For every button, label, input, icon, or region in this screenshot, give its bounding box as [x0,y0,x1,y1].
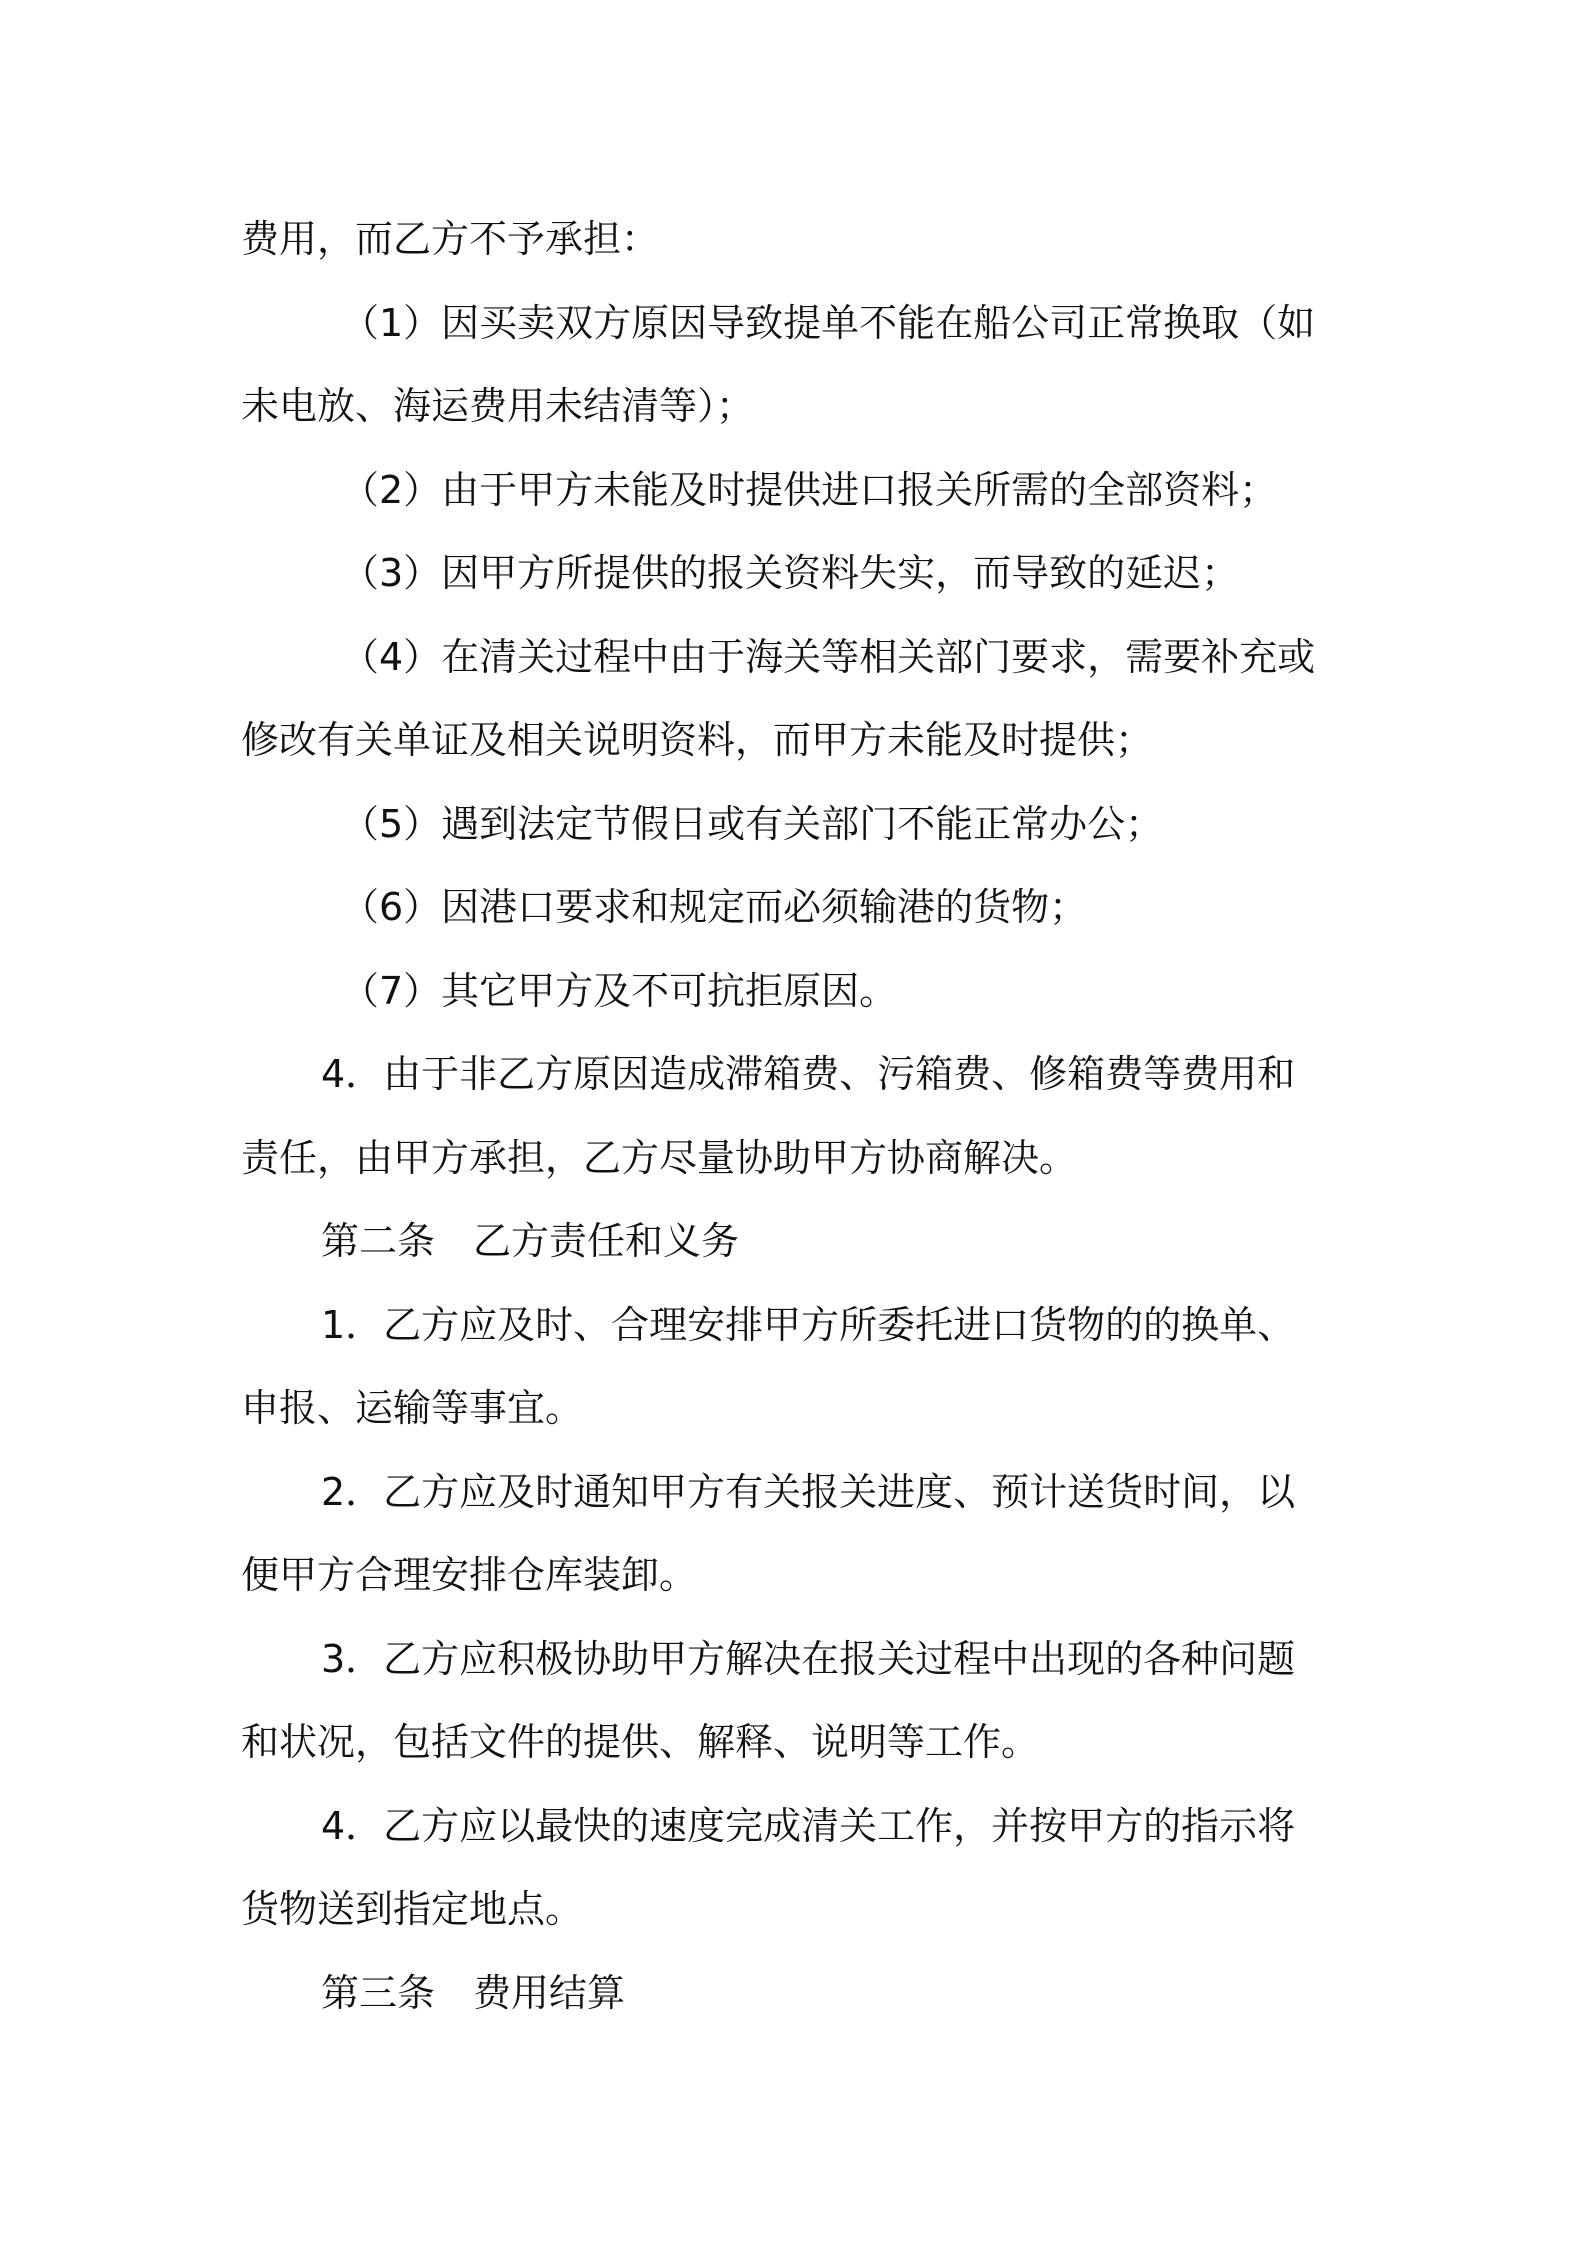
clause-item-6: （6）因港口要求和规定而必须输港的货物； [341,885,1088,929]
document-body [241,198,1351,2035]
numbered-paragraph: 3．乙方应积极协助甲方解决在报关过程中出现的各种问题 [321,1636,1296,1681]
text-line: 便甲方合理安排仓库装卸。 [241,1553,698,1597]
clause-item-1: （1）因买卖双方原因导致提单不能在船公司正常换取（如 [341,300,1316,345]
numbered-paragraph: 4．由于非乙方原因造成滞箱费、污箱费、修箱费等费用和 [321,1052,1296,1096]
clause-item-7: （7）其它甲方及不可抗拒原因。 [341,968,898,1013]
text-line: 申报、运输等事宜。 [241,1386,584,1430]
clause-item-5: （5）遇到法定节假日或有关部门不能正常办公； [341,801,1164,846]
text-line: 货物送到指定地点。 [241,1887,584,1931]
text-line: 和状况，包括文件的提供、解释、说明等工作。 [241,1720,1040,1764]
text-line: 费用，而乙方不予承担： [241,217,660,261]
numbered-paragraph: 2．乙方应及时通知甲方有关报关进度、预计送货时间，以 [321,1469,1296,1514]
text-line: 责任，由甲方承担，乙方尽量协助甲方协商解决。 [241,1135,1078,1180]
section-heading-article-2: 第二条 乙方责任和义务 [321,1219,740,1263]
section-heading-article-3: 第三条 费用结算 [321,1970,626,2015]
clause-item-3: （3）因甲方所提供的报关资料失实，而导致的延迟； [341,551,1240,595]
numbered-paragraph: 1．乙方应及时、合理安排甲方所委托进口货物的的换单、 [321,1302,1296,1347]
numbered-paragraph: 4．乙方应以最快的速度完成清关工作，并按甲方的指示将 [321,1803,1296,1848]
text-line: 未电放、海运费用未结清等）； [241,384,755,428]
text-line: 修改有关单证及相关说明资料，而甲方未能及时提供； [241,718,1154,762]
clause-item-4: （4）在清关过程中由于海关等相关部门要求，需要补充或 [341,634,1316,679]
clause-item-2: （2）由于甲方未能及时提供进口报关所需的全部资料； [341,467,1278,512]
